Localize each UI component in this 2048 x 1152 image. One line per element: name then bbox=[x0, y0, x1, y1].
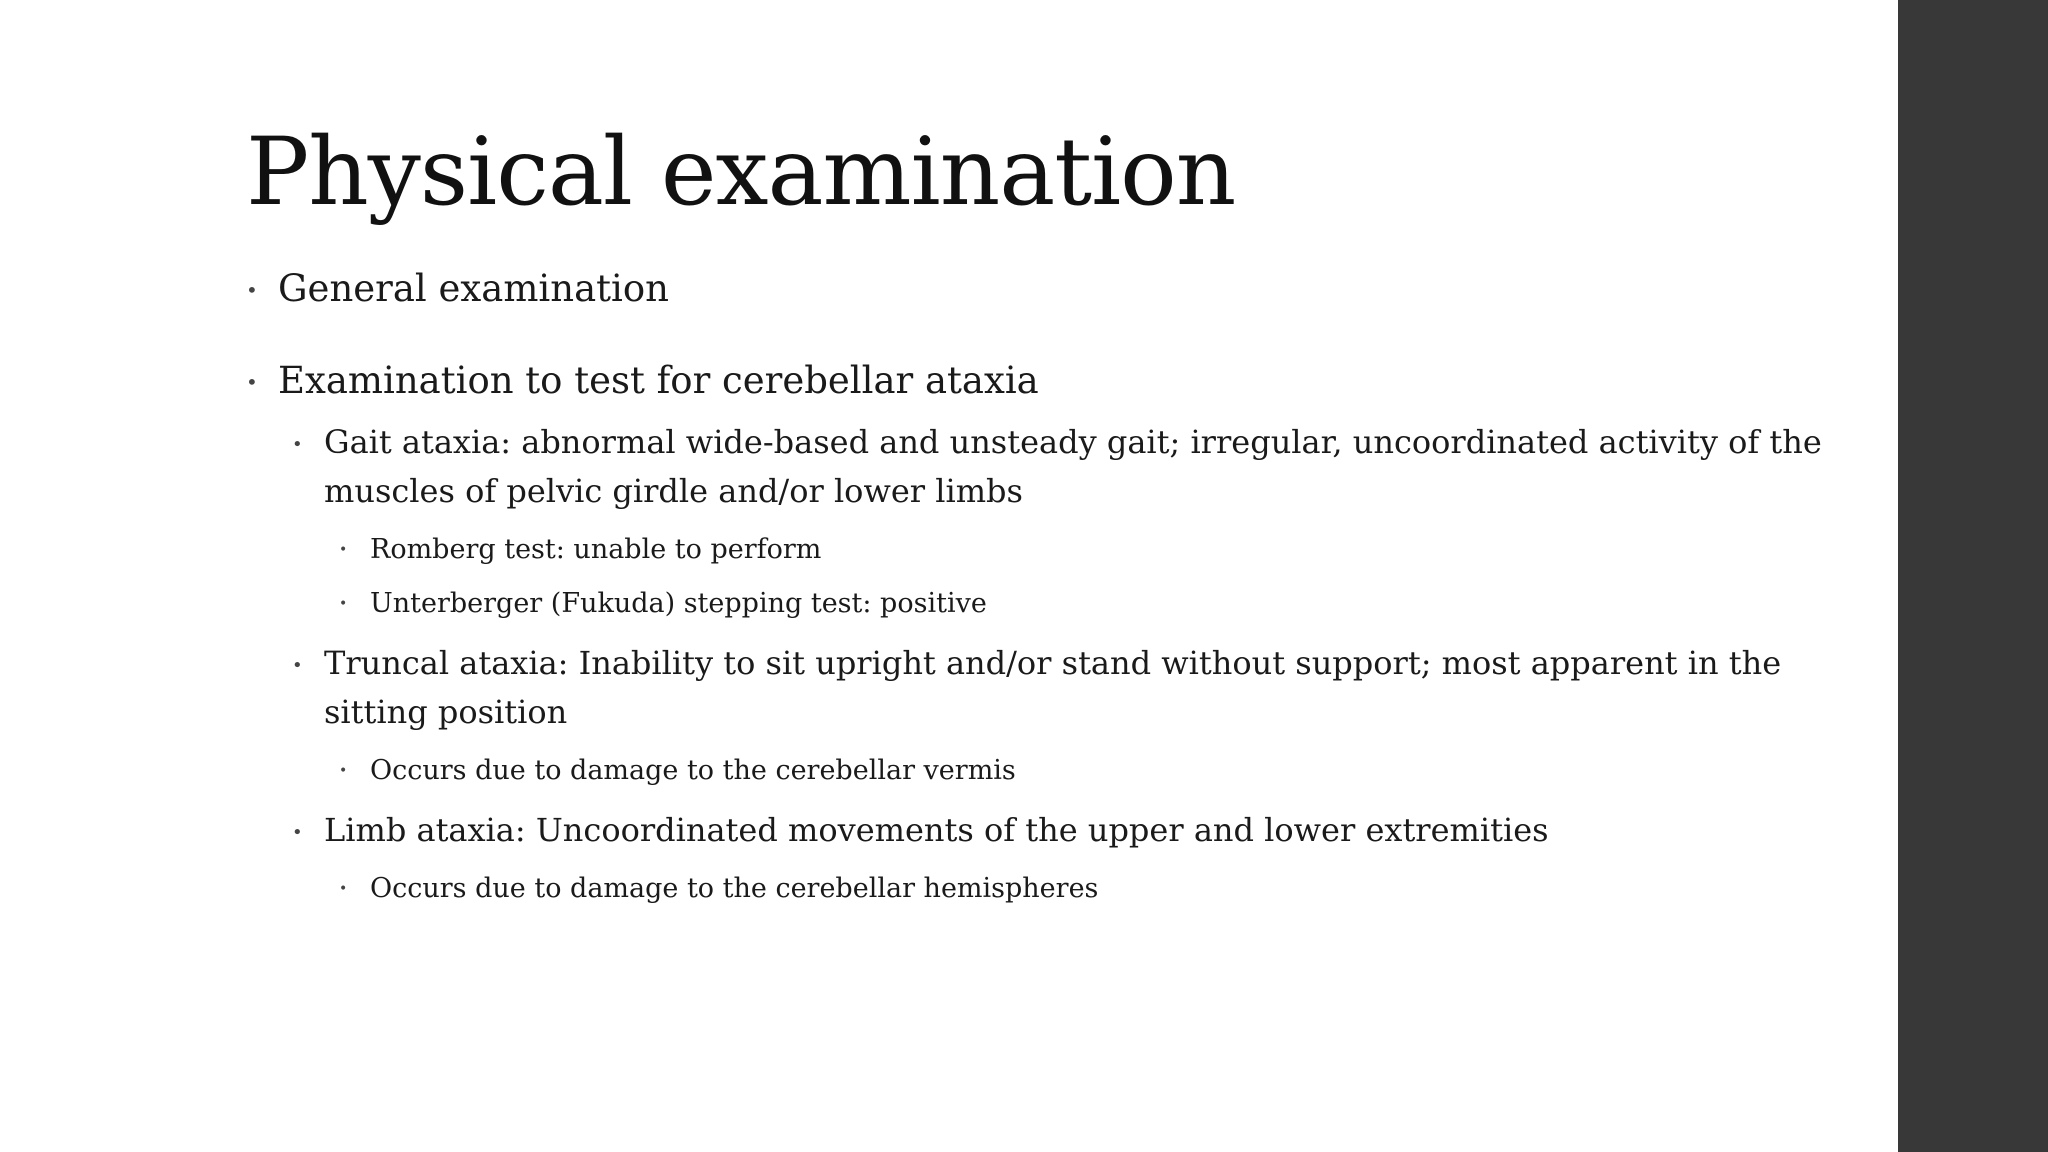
bullet-dot-icon: • bbox=[246, 278, 258, 302]
slide-content bbox=[246, 266, 1826, 909]
bullet-dot-icon: • bbox=[339, 542, 348, 558]
side-bar-decoration bbox=[1898, 0, 2048, 1152]
slide-title: Physical examination bbox=[246, 118, 1236, 227]
bullet-dot-icon: • bbox=[246, 370, 258, 394]
bullet-general-examination bbox=[246, 266, 1826, 312]
bullet-dot-icon: • bbox=[292, 655, 303, 676]
bullet-text: Occurs due to damage to the cerebellar hemispheres bbox=[370, 873, 1099, 904]
bullet-vermis-damage bbox=[246, 751, 1826, 791]
bullet-text: Limb ataxia: Uncoordinated movements of the upper and lower extremities bbox=[324, 811, 1549, 849]
bullet-dot-icon: • bbox=[292, 822, 303, 843]
bullet-text: Unterberger (Fukuda) stepping test: positive bbox=[370, 588, 987, 619]
bullet-limb-ataxia bbox=[246, 806, 1826, 855]
bullet-dot-icon: • bbox=[292, 434, 303, 455]
bullet-text: Examination to test for cerebellar ataxia bbox=[278, 359, 1039, 402]
bullet-truncal-ataxia bbox=[246, 639, 1826, 737]
bullet-text: Gait ataxia: abnormal wide-based and unsteady gait; irregular, uncoordinated activity of the muscles of pelvic girdle and/or lower limbs bbox=[324, 423, 1822, 510]
bullet-romberg-test bbox=[246, 530, 1826, 570]
bullet-text: Truncal ataxia: Inability to sit upright and/or stand without support; most apparent in the sitting position bbox=[324, 644, 1782, 731]
bullet-text: Occurs due to damage to the cerebellar vermis bbox=[370, 755, 1016, 786]
bullet-cerebellar-ataxia-exam bbox=[246, 358, 1826, 404]
bullet-text: General examination bbox=[278, 267, 669, 310]
bullet-unterberger-test bbox=[246, 584, 1826, 624]
bullet-hemispheres-damage bbox=[246, 869, 1826, 909]
bullet-text: Romberg test: unable to perform bbox=[370, 534, 822, 565]
bullet-dot-icon: • bbox=[339, 881, 348, 897]
bullet-dot-icon: • bbox=[339, 596, 348, 612]
bullet-gait-ataxia bbox=[246, 418, 1826, 516]
bullet-dot-icon: • bbox=[339, 763, 348, 779]
